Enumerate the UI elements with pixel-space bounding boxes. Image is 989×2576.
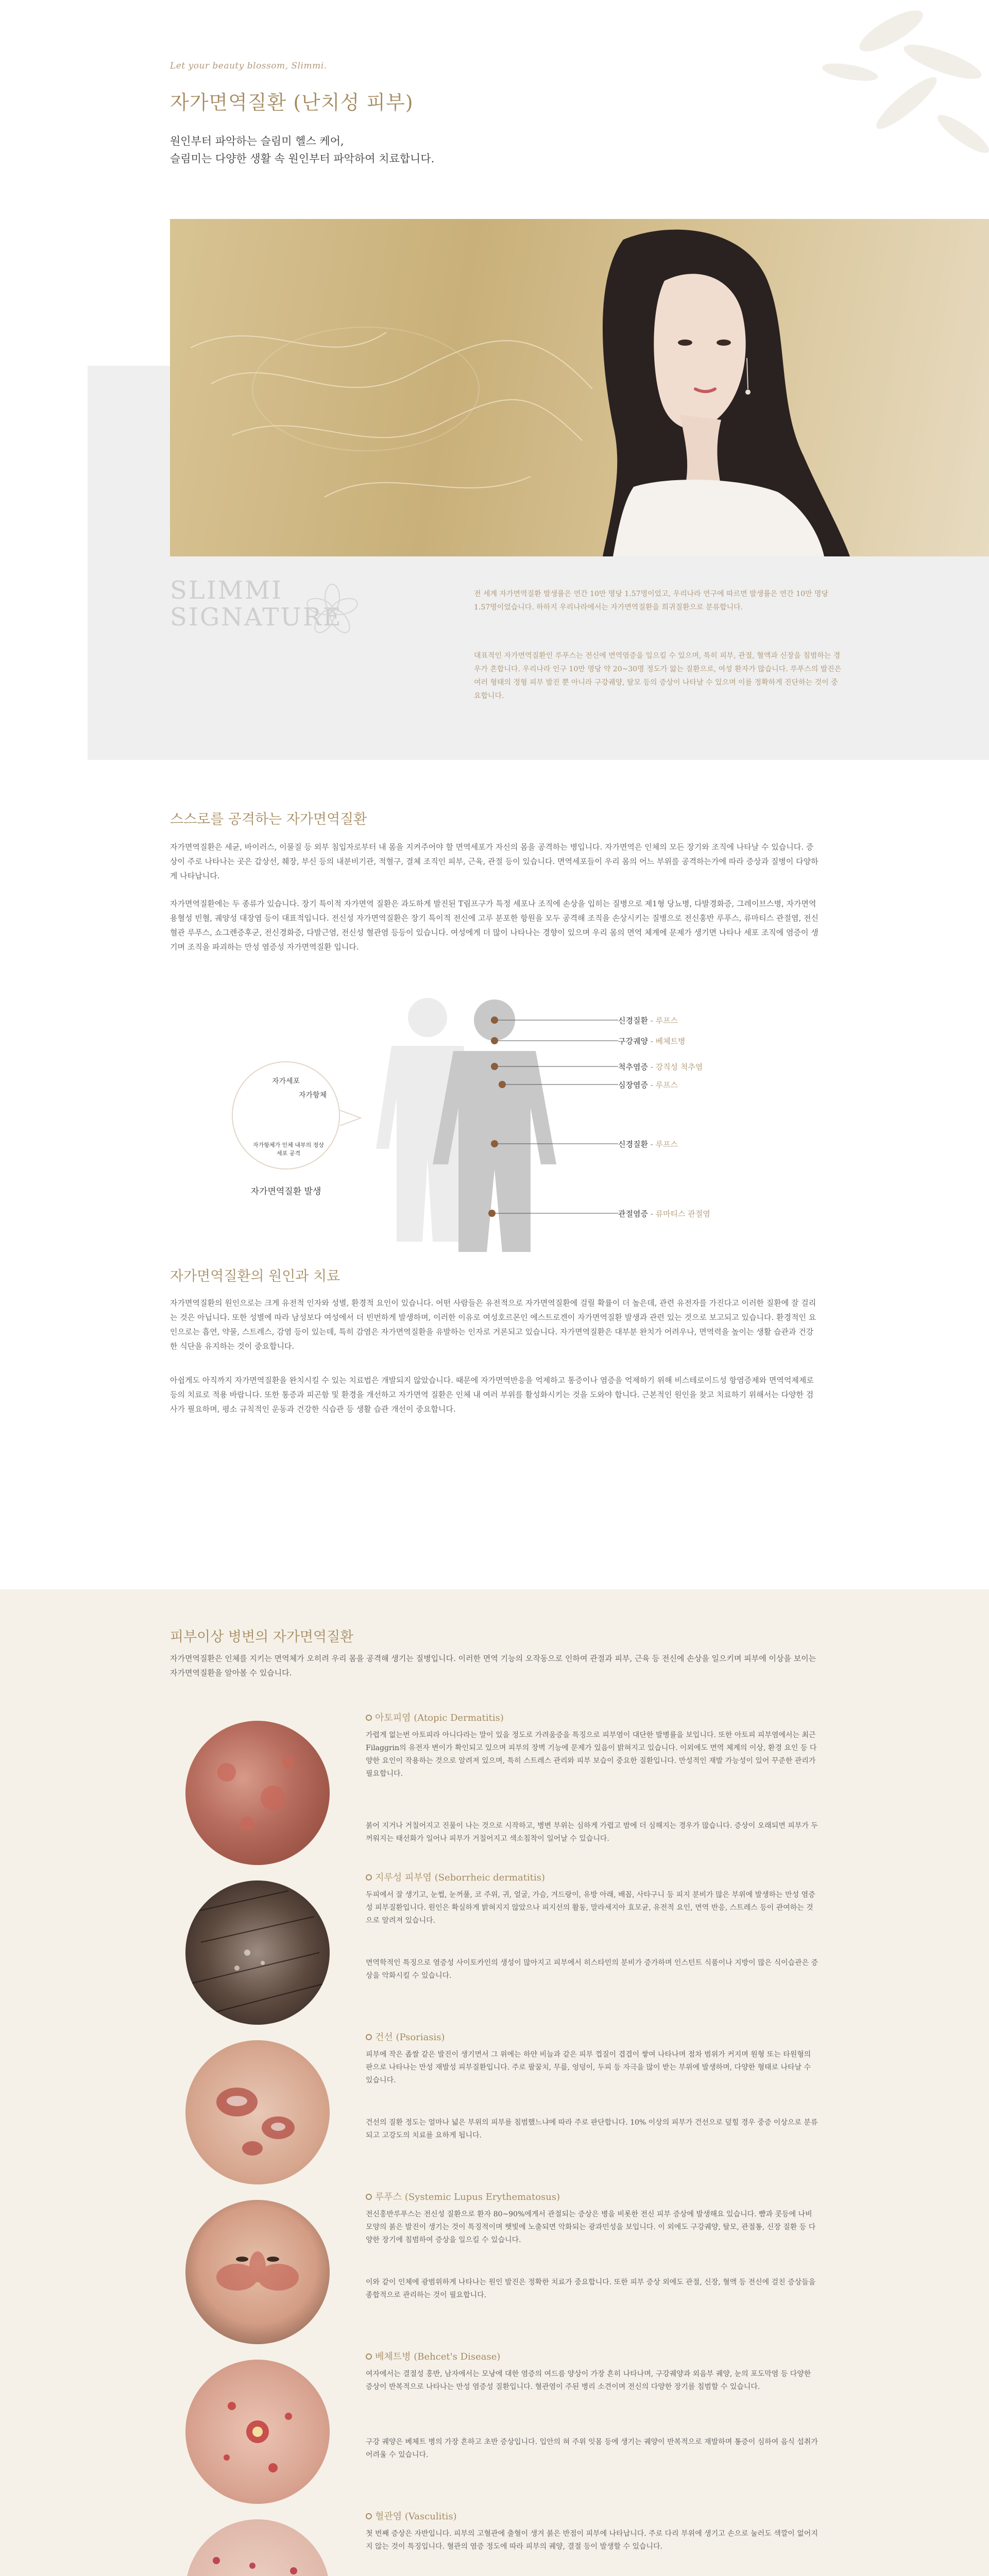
- page-title: 자가면역질환 (난치성 피부): [170, 91, 414, 114]
- label-separator: -: [647, 1209, 656, 1218]
- label-separator: -: [647, 1140, 656, 1149]
- circle-bullet-icon: [366, 1874, 372, 1880]
- disease-paragraph-2: 이와 같이 인체에 광범위하게 나타나는 원인 발진은 정확한 치료가 중요합니다. 또한 피부 증상 외에도 관절, 신장, 혈액 등 전신에 걸친 증상들을 종합적으로 관리하는 것이 필요합니다.: [366, 2278, 816, 2299]
- label-name: 관절염증: [618, 1209, 648, 1218]
- label-example: 루프스: [655, 1080, 678, 1090]
- label-name: 척추염증: [618, 1062, 648, 1072]
- body-label-4: [618, 1079, 678, 1090]
- psoriasis-skin-photo: [185, 2040, 330, 2184]
- disease-paragraph-2: 붉어 지거나 거칠어지고 진물이 나는 것으로 시작하고, 병변 부위는 심하게 가렵고 밤에 더 심해지는 경우가 많습니다. 증상이 오래되면 피부가 두꺼워지는 태선화가 일어나 피부가 거칠어지고 색소침착이 일어날 수 있습니다.: [366, 1822, 818, 1843]
- disease-paragraph-2: 건선의 질환 정도는 얼마나 넓은 부위의 피부를 침범했느냐에 따라 주로 판단합니다. 10% 이상의 피부가 건선으로 덮힐 경우 중증 이상으로 분류되고 고강도의 치료를 요하게 됩니다.: [366, 2119, 818, 2140]
- behcet-skin-photo: [185, 2360, 330, 2504]
- disease-paragraph-1: 첫 번째 증상은 자반입니다. 피부의 고혈관에 출혈이 생겨 붉은 반점이 피부에 나타납니다. 주로 다리 부위에 생기고 손으로 눌러도 색깔이 없어지지 않는 것이 특징입니다. 혈관의 염증 정도에 따라 피부의 궤양, 결절 등이 발생할 수 있습니다.: [366, 2530, 818, 2551]
- disease-name: 혈관염 (Vasculitis): [375, 2511, 457, 2522]
- section-title-cause-treatment: 자가면역질환의 원인과 치료: [170, 1268, 340, 1284]
- label-separator: -: [647, 1062, 656, 1072]
- disease-heading: [366, 2190, 560, 2203]
- flower-logo-icon: [304, 582, 361, 639]
- hero-subtitle-1: 원인부터 파악하는 슬림미 헬스 케어,: [170, 135, 344, 147]
- label-name: 신경질환: [618, 1140, 648, 1149]
- signature-logo-line-2: SIGNATURE: [170, 603, 343, 632]
- disease-heading: [366, 1710, 504, 1724]
- hero-subtitle-2: 슬림미는 다양한 생활 속 원인부터 파악하여 치료합니다.: [170, 152, 435, 165]
- section2-paragraph-2: 아쉽게도 아직까지 자가면역질환을 완치시킬 수 있는 치료법은 개발되지 않았습니다. 때문에 자가면역반응을 억제하고 통증이나 염증을 억제하기 위해 비스테로이드성 항염증제와 면역억제제로 등의 치료로 적용 바랍니다. 또한 통증과 피곤함 및 환경을 개선하고 자가면역 질환은 인체 내 여러 부위를 활성화시키는 것을 도와야 합니다. 근본적인 원인을 찾고 치료하기 위해서는 다양한 검사가 필요하며, 평소 규칙적인 운동과 건강한 식습관 등 생활 습관 개선이 중요합니다.: [170, 1376, 814, 1414]
- label-name: 심장염증: [618, 1080, 648, 1090]
- bubble-label-self-cell: 자가세포: [272, 1077, 300, 1086]
- signature-paragraph-1: 전 세계 자가면역질환 발생률은 연간 10만 명당 1.57명이었고, 우리나라 연구에 따르면 발생률은 연간 10만 명당 1.57명이었습니다. 하하지 우리나라에서는 자가면역질환을 희귀질환으로 분류합니다.: [474, 590, 829, 612]
- disease-paragraph-1: 여자에서는 결절성 홍반, 남자에서는 모낭에 대한 염증의 여드름 양상이 가장 흔히 나타나며, 구강궤양과 외음부 궤양, 눈의 포도막염 등 다양한 증상이 반복적으로 나타나는 만성 염증성 질환입니다. 혈관염이 주된 병리 소견이며 전신의 다양한 장기를 침범할 수 있습니다.: [366, 2370, 811, 2391]
- circle-bullet-icon: [366, 2194, 372, 2200]
- hero-section: [0, 0, 989, 760]
- disease-paragraph-1: 피부에 작은 좁쌀 같은 발진이 생기면서 그 위에는 하얀 비늘과 같은 피부 껍질이 겹겹이 쌓여 나타나며 점차 범위가 커지며 원형 또는 타원형의 판으로 나타나는 만성 재발성 피부질환입니다. 주로 팔꿈치, 무릎, 엉덩이, 두피 등 자극을 많이 받는 부위에 발생하며, 다양한 형태로 나타날 수 있습니다.: [366, 2050, 811, 2084]
- label-separator: -: [647, 1037, 656, 1046]
- bubble-caption: 자가항체가 인체 내부의 정상 세포 공격: [252, 1142, 324, 1157]
- disease-paragraph-2: 구강 궤양은 베체트 병의 가장 흔하고 초반 증상입니다. 입안의 혀 주위 잇몸 등에 생기는 궤양이 반복적으로 재발하며 통증이 심하여 음식 섭취가 어려울 수 있습니다.: [366, 2438, 818, 2459]
- disease-name: 건선 (Psoriasis): [375, 2032, 445, 2043]
- label-name: 구강궤양: [618, 1037, 648, 1046]
- signature-paragraph-2: 대표적인 자가면역질환인 루푸스는 전신에 면역염증을 일으킬 수 있으며, 특히 피부, 관절, 혈액과 신장을 침범하는 경우가 흔합니다. 우리나라 인구 10만 명당 약 20~30명 정도가 앓는 질환으로, 여성 환자가 많습니다. 루푸스의 발진은 여러 형태의 정형 피부 발진 뿐 아니라 구강궤양, 탈모 등의 증상이 나타날 수 있으며 이를 정확하게 진단하는 것이 중요합니다.: [474, 652, 842, 700]
- disease-heading: [366, 1870, 545, 1884]
- section2-paragraph-1: 자가면역질환의 원인으로는 크게 유전적 인자와 성별, 환경적 요인이 있습니다. 어떤 사람들은 유전적으로 자가면역질환에 걸릴 확률이 더 높은데, 관련 유전자를 가진다고 이러한 질환에 잘 걸리는 것은 아닙니다. 또한 성별에 따라 남성보다 여성에서 더 빈번하게 발생하며, 이러한 이유로 여성호르몬인 에스트로겐이 자가면역질환 발생과 관련 있는 것으로 보고되고 있습니다. 환경적인 요인으로는 흡연, 약물, 스트레스, 감염 등이 있는데, 특히 감염은 자가면역질환을 유발하는 인자로 거론되고 있습니다. 자가면역질환은 대부분 완치가 어려우나, 면역력을 높이는 생활 습관과 건강한 식단을 유지하는 것이 중요합니다.: [170, 1298, 816, 1351]
- circle-bullet-icon: [366, 2513, 372, 2519]
- label-example: 류마티스 관절염: [655, 1209, 710, 1218]
- seborrheic-scalp-photo: [185, 1880, 330, 2025]
- label-separator: -: [647, 1016, 656, 1025]
- circle-bullet-icon: [366, 2034, 372, 2040]
- label-example: 베체트병: [655, 1037, 686, 1046]
- label-name: 신경질환: [618, 1016, 648, 1025]
- disease-paragraph-1: 가렵게 없는번 아토피라 아니다라는 말이 있을 정도로 가려움증을 특징으로 피부염이 대단한 발병률을 보입니다. 또한 아토피 피부염에서는 최근 Filaggrin의 유전자 변이가 확인되고 있으며 피부의 장벽 기능에 문제가 있음이 밝혀지고 있습니다. 이외에도 면역 체계의 이상, 환경 요인 등 다양한 요인이 작용하는 것으로 알려져 있으며, 특히 스트레스 관리와 피부 보습이 중요한 질환입니다. 만성적인 재발 가능성이 있어 꾸준한 관리가 필요합니다.: [366, 1731, 817, 1778]
- signature-logo-line-1: SLIMMI: [170, 576, 283, 605]
- disease-paragraph-1: 두피에서 잘 생기고, 눈썹, 눈꺼풀, 코 주위, 귀, 얼굴, 가슴, 겨드랑이, 유방 아래, 배꼽, 사타구니 등 피지 분비가 많은 부위에 발생하는 만성 염증성 피부질환입니다. 원인은 확실하게 밝혀지지 않았으나 피지선의 활동, 말라세지아 효모균, 유전적 요인, 면역 반응, 스트레스 등이 관여하는 것으로 알려져 있습니다.: [366, 1891, 815, 1925]
- leaf-shadow-decoration: [773, 0, 989, 196]
- disease-name: 베체트병 (Behcet's Disease): [375, 2351, 501, 2362]
- body-label-2: [618, 1036, 686, 1046]
- body-label-3: [618, 1061, 703, 1072]
- atopic-skin-photo: [185, 1721, 330, 1865]
- section-title-skin-lesions: 피부이상 병변의 자가면역질환: [170, 1629, 354, 1645]
- body-diagram: [206, 994, 814, 1252]
- circle-bullet-icon: [366, 2353, 372, 2360]
- bubble-label-autoantibody: 자가항체: [299, 1091, 327, 1099]
- disease-heading: [366, 2030, 445, 2043]
- lupus-face-photo: [185, 2200, 330, 2344]
- disease-name: 루푸스 (Systemic Lupus Erythematosus): [375, 2192, 560, 2202]
- section-title-autoimmune: 스스로를 공격하는 자가면역질환: [170, 811, 367, 827]
- disease-heading: [366, 2349, 500, 2363]
- label-example: 루프스: [655, 1140, 678, 1149]
- disease-paragraph-1: 전신홍반루푸스는 전신성 질환으로 환자 80~90%에게서 관절되는 증상은 병을 비롯한 전신 피부 증상에 발생해요 있습니다. 뺨과 콧등에 나비 모양의 붉은 발진이 생기는 것이 특징적이며 햇빛에 노출되면 악화되는 광과민성을 보입니다. 이 외에도 구강궤양, 탈모, 관절통, 신장 질환 등 다양한 장기에 침범하여 증상을 일으킬 수 있습니다.: [366, 2210, 816, 2244]
- body-label-1: [618, 1015, 678, 1026]
- hero-model-photo: [170, 219, 989, 556]
- body-label-5: [618, 1139, 678, 1149]
- section1-paragraph-2: 자가면역질환에는 두 종류가 있습니다. 장기 특이적 자가면역 질환은 과도하게 발진된 T림프구가 특정 세포나 조직에 손상을 입히는 질병으로 제1형 당뇨병, 다발경화증, 그레이브스병, 자가면역 용혈성 빈혈, 궤양성 대장염 등이 대표적입니다. 전신성 자가면역질환은 장기 특이적 전신에 고루 분포한 항원을 모두 공격해 조직을 손상시키는 질병으로 전신홍반 루푸스, 류마티스 관절염, 전신 혈관 루푸스, 쇼그렌증후군, 전신경화증, 다발근염, 전신성 혈관염 등등이 있습니다. 여성에게 더 많이 나타나는 경향이 있으며 우리 몸의 면역 체계에 문제가 생기면 나타나 세포 조직에 염증이 생기며 조직을 파괴하는 만성 염증성 자가면역질환 입니다.: [170, 899, 819, 952]
- skin-section-intro: 자가면역질환은 인체를 지키는 면역체가 오히려 우리 몸을 공격해 생기는 질병입니다. 이러한 면역 기능의 오작동으로 인하여 관절과 피부, 근육 등 전신에 손상을 일으키며 피부에 이상을 보이는 자가면역질환을 알아볼 수 있습니다.: [170, 1654, 816, 1677]
- label-example: 강직성 척추염: [655, 1062, 703, 1072]
- disease-heading: [366, 2509, 457, 2522]
- disease-paragraph-2: 면역학적인 특징으로 염증성 사이토카인의 생성이 많아지고 피부에서 히스타민의 분비가 증가하며 인스턴트 식품이나 지방이 많은 식이습관은 증상을 악화시킬 수 있습니다.: [366, 1959, 819, 1980]
- circle-bullet-icon: [366, 1715, 372, 1721]
- disease-name: 지루성 피부염 (Seborrheic dermatitis): [375, 1872, 545, 1883]
- hero-eyebrow: Let your beauty blossom, Slimmi.: [170, 61, 327, 71]
- section1-paragraph-1: 자가면역질환은 세균, 바이러스, 이물질 등 외부 침입자로부터 내 몸을 지켜주어야 할 면역세포가 자신의 몸을 공격하는 병입니다. 자가면역은 인체의 모든 장기와 조직에 나타날 수 있습니다. 증상이 주로 나타나는 곳은 갑상선, 췌장, 부신 등의 내분비기관, 적혈구, 결체 조직인 피부, 근육, 관절 등이 있습니다. 면역세포들이 우리 몸의 어느 부위를 공격하는가에 따라 증상과 질병이 다양하게 나타납니다.: [170, 842, 819, 880]
- slimmi-signature-logo: [170, 576, 343, 632]
- disease-name: 아토피염 (Atopic Dermatitis): [375, 1713, 504, 1723]
- label-separator: -: [647, 1080, 656, 1090]
- bubble-under-label: 자가면역질환 발생: [250, 1187, 321, 1197]
- label-example: 루프스: [655, 1016, 678, 1025]
- body-label-6: [618, 1208, 710, 1219]
